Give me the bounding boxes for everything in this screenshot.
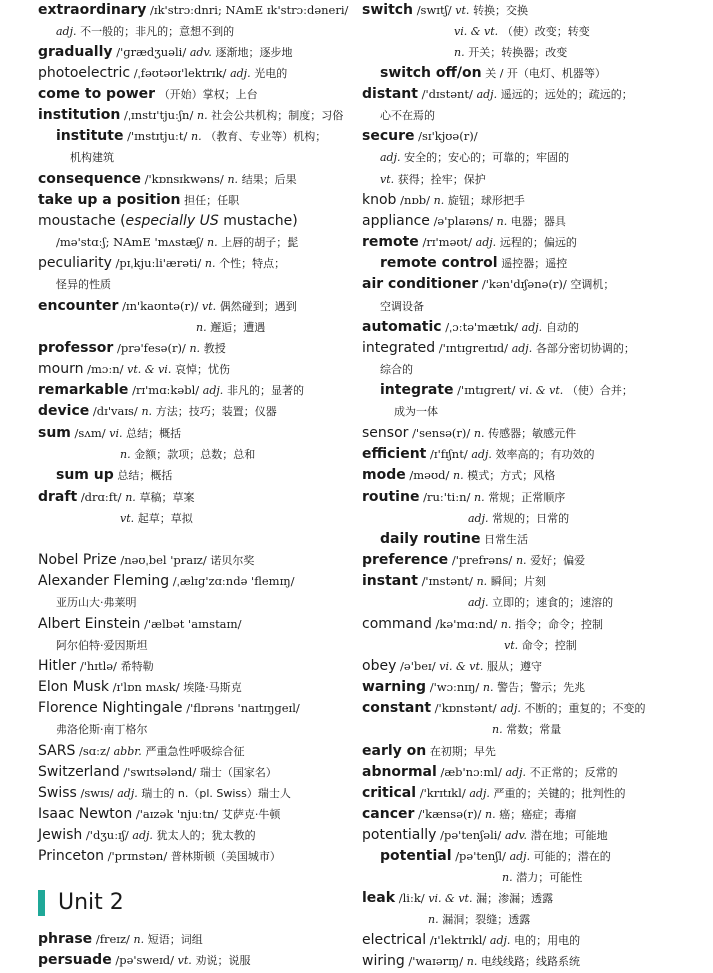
entry-integrate: integrate /'ɪntɪɡreɪt/ vi. & vt. （使）合并； (380, 382, 633, 398)
entry-appliance: appliance /ə'plaɪəns/ n. 电器；器具 (362, 213, 566, 229)
entry-photoelectric: photoelectric /ˌfəʊtəʊɪ'lektrɪk/ adj. 光电的 (38, 65, 288, 81)
entry-remote: remote /rɪ'məʊt/ adj. 远程的；偏远的 (362, 234, 577, 250)
entry-potential: potential /pə'tenʃl/ adj. 可能的；潜在的 (380, 848, 611, 864)
entry-consequence: consequence /'kɒnsɪkwəns/ n. 结果；后果 (38, 171, 297, 187)
entry-alexander-fleming-cn: 亚历山大·弗莱明 (56, 596, 137, 609)
entry-switch-verb: vi. & vt. （使）改变；转变 (454, 25, 590, 38)
entry-sars: SARS /sɑːz/ abbr. 严重急性呼吸综合征 (38, 743, 245, 759)
entry-daily-routine: daily routine 日常生活 (380, 531, 529, 547)
entry-air-conditioner-cont: 空调设备 (380, 300, 424, 313)
entry-warning: warning /'wɔːnɪŋ/ n. 警告；警示；先兆 (362, 679, 586, 695)
entry-gradually: gradually /'ɡrædʒuəli/ adv. 逐渐地；逐步地 (38, 44, 293, 60)
entry-switch-off-on: switch off/on 关 / 开（电灯、机器等） (380, 65, 606, 81)
entry-remarkable: remarkable /rɪ'mɑːkəbl/ adj. 非凡的；显著的 (38, 382, 304, 398)
entry-swiss: Swiss /swɪs/ adj. 瑞士的 n.（pl. Swiss）瑞士人 (38, 785, 291, 801)
entry-abnormal: abnormal /æb'nɔːml/ adj. 不正常的；反常的 (362, 764, 618, 780)
entry-albert-einstein: Albert Einstein /'ælbət 'aɪnstaɪn/ (38, 616, 242, 632)
entry-draft-verb: vt. 起草；草拟 (120, 512, 193, 525)
entry-integrate-cont: 成为一体 (394, 405, 438, 418)
entry-leak-noun: n. 漏洞；裂缝；透露 (428, 913, 531, 926)
entry-institute: institute /'ɪnstɪtjuːt/ n. （教育、专业等）机构； (56, 128, 327, 144)
entry-alexander-fleming: Alexander Fleming /ˌælɪɡ'zɑːndə 'flemɪŋ/ (38, 573, 295, 589)
entry-integrated: integrated /'ɪntɪɡreɪtɪd/ adj. 各部分密切协调的； (362, 340, 635, 356)
entry-electrical: electrical /ɪ'lektrɪkl/ adj. 电的；用电的 (362, 932, 581, 948)
entry-moustache-def: /mə'stɑːʃ; NAmE 'mʌstæʃ/ n. 上唇的胡子；髭 (56, 235, 299, 249)
entry-command: command /kə'mɑːnd/ n. 指令；命令；控制 (362, 616, 604, 632)
entry-device: device /dɪ'vaɪs/ n. 方法；技巧；装置；仪器 (38, 403, 277, 419)
entry-institution: institution /ˌɪnstɪ'tjuːʃn/ n. 社会公共机构；制度；习俗 (38, 107, 344, 123)
entry-institute-cont: 机构建筑 (70, 151, 114, 164)
entry-potentially: potentially /pə'tenʃəli/ adv. 潜在地；可能地 (362, 827, 608, 843)
entry-take-up-a-position: take up a position 担任；任职 (38, 192, 240, 208)
entry-constant: constant /'kɒnstənt/ adj. 不断的；重复的；不变的 (362, 700, 646, 716)
entry-professor: professor /prə'fesə(r)/ n. 教授 (38, 340, 226, 356)
entry-persuade: persuade /pə'sweɪd/ vt. 劝说；说服 (38, 952, 251, 968)
entry-extraordinary-def: adj. 不一般的；非凡的；意想不到的 (56, 25, 235, 38)
entry-florence-nightingale-cn: 弗洛伦斯·南丁格尔 (56, 723, 148, 736)
entry-sum: sum /sʌm/ vi. 总结；概括 (38, 425, 182, 441)
unit-title: Unit 2 (58, 890, 124, 915)
entry-hitler: Hitler /'hɪtlə/ 希特勒 (38, 658, 154, 674)
entry-preference: preference /'prefrəns/ n. 爱好；偏爱 (362, 552, 586, 568)
entry-jewish: Jewish /'dʒuːɪʃ/ adj. 犹太人的；犹太教的 (38, 827, 256, 843)
entry-encounter-noun: n. 邂逅；遭遇 (196, 321, 266, 334)
entry-peculiarity: peculiarity /pɪˌkjuːli'ærəti/ n. 个性；特点； (38, 255, 286, 271)
entry-secure-verb: vt. 获得；拴牢；保护 (380, 173, 486, 186)
entry-command-verb: vt. 命令；控制 (504, 639, 577, 652)
entry-early-on: early on 在初期；早先 (362, 743, 496, 759)
entry-draft: draft /drɑːft/ n. 草稿；草案 (38, 489, 195, 505)
entry-routine: routine /ruː'tiːn/ n. 常规；正常顺序 (362, 489, 566, 505)
entry-routine-adj: adj. 常规的；日常的 (468, 512, 570, 525)
entry-moustache: moustache (especially US mustache) (38, 213, 298, 229)
entry-secure: secure /sɪ'kjʊə(r)/ (362, 128, 478, 144)
entry-constant-noun: n. 常数；常量 (492, 723, 562, 736)
entry-albert-einstein-cn: 阿尔伯特·爱因斯坦 (56, 639, 148, 652)
entry-efficient: efficient /ɪ'fɪʃnt/ adj. 效率高的；有功效的 (362, 446, 595, 462)
entry-critical: critical /'krɪtɪkl/ adj. 严重的；关键的；批判性的 (362, 785, 626, 801)
entry-potential-noun: n. 潜力；可能性 (502, 871, 583, 884)
entry-switch: switch /swɪtʃ/ vt. 转换；交换 (362, 2, 529, 18)
entry-distant-cont: 心不在焉的 (380, 109, 435, 122)
entry-integrated-cont: 综合的 (380, 363, 413, 376)
entry-automatic: automatic /ˌɔːtə'mætɪk/ adj. 自动的 (362, 319, 579, 335)
entry-princeton: Princeton /'prɪnstən/ 普林斯顿（美国城市） (38, 848, 281, 864)
entry-phrase: phrase /freɪz/ n. 短语；词组 (38, 931, 203, 947)
entry-mode: mode /məʊd/ n. 模式；方式；风格 (362, 467, 556, 483)
entry-air-conditioner: air conditioner /'kən'dɪʃənə(r)/ 空调机； (362, 276, 615, 292)
entry-knob: knob /nɒb/ n. 旋钮；球形把手 (362, 192, 525, 208)
entry-nobel-prize: Nobel Prize /nəʊˌbel 'praɪz/ 诺贝尔奖 (38, 552, 255, 568)
entry-instant: instant /'ɪnstənt/ n. 瞬间；片刻 (362, 573, 546, 589)
entry-switzerland: Switzerland /'swɪtsələnd/ 瑞士（国家名） (38, 764, 277, 780)
entry-remote-control: remote control 遥控器；遥控 (380, 255, 568, 271)
entry-come-to-power: come to power （开始）掌权；上台 (38, 86, 258, 102)
entry-distant: distant /'dɪstənt/ adj. 遥远的；远处的；疏远的； (362, 86, 633, 102)
entry-wiring: wiring /'waɪərɪŋ/ n. 电线线路；线路系统 (362, 953, 580, 969)
entry-isaac-newton: Isaac Newton /'aɪzək 'njuːtn/ 艾萨克·牛顿 (38, 806, 281, 822)
entry-sum-noun: n. 金额；款项；总数；总和 (120, 448, 256, 461)
entry-cancer: cancer /'kænsə(r)/ n. 癌；癌症；毒瘤 (362, 806, 577, 822)
entry-leak: leak /liːk/ vi. & vt. 漏；渗漏；透露 (362, 890, 554, 906)
entry-sum-up: sum up 总结；概括 (56, 467, 173, 483)
entry-extraordinary: extraordinary /ɪk'strɔːdnri; NAmE ɪk'strɔːdəneri/ (38, 2, 349, 18)
entry-switch-noun: n. 开关；转换器；改变 (454, 46, 568, 59)
entry-instant-adj: adj. 立即的；速食的；速溶的 (468, 596, 614, 609)
entry-sensor: sensor /'sensə(r)/ n. 传感器；敏感元件 (362, 425, 577, 441)
unit-accent-bar (38, 890, 45, 916)
entry-encounter: encounter /ɪn'kaʊntə(r)/ vt. 偶然碰到；遇到 (38, 298, 297, 314)
entry-mourn: mourn /mɔːn/ vt. & vi. 哀悼；忧伤 (38, 361, 230, 377)
entry-peculiarity-cont: 怪异的性质 (56, 278, 111, 291)
entry-obey: obey /ə'beɪ/ vi. & vt. 服从；遵守 (362, 658, 543, 674)
entry-florence-nightingale: Florence Nightingale /'flɒrəns 'naɪtɪŋɡeɪl/ (38, 700, 300, 716)
entry-elon-musk: Elon Musk /ɪ'lɒn mʌsk/ 埃隆·马斯克 (38, 679, 242, 695)
entry-secure-adj: adj. 安全的；安心的；可靠的；牢固的 (380, 151, 570, 164)
